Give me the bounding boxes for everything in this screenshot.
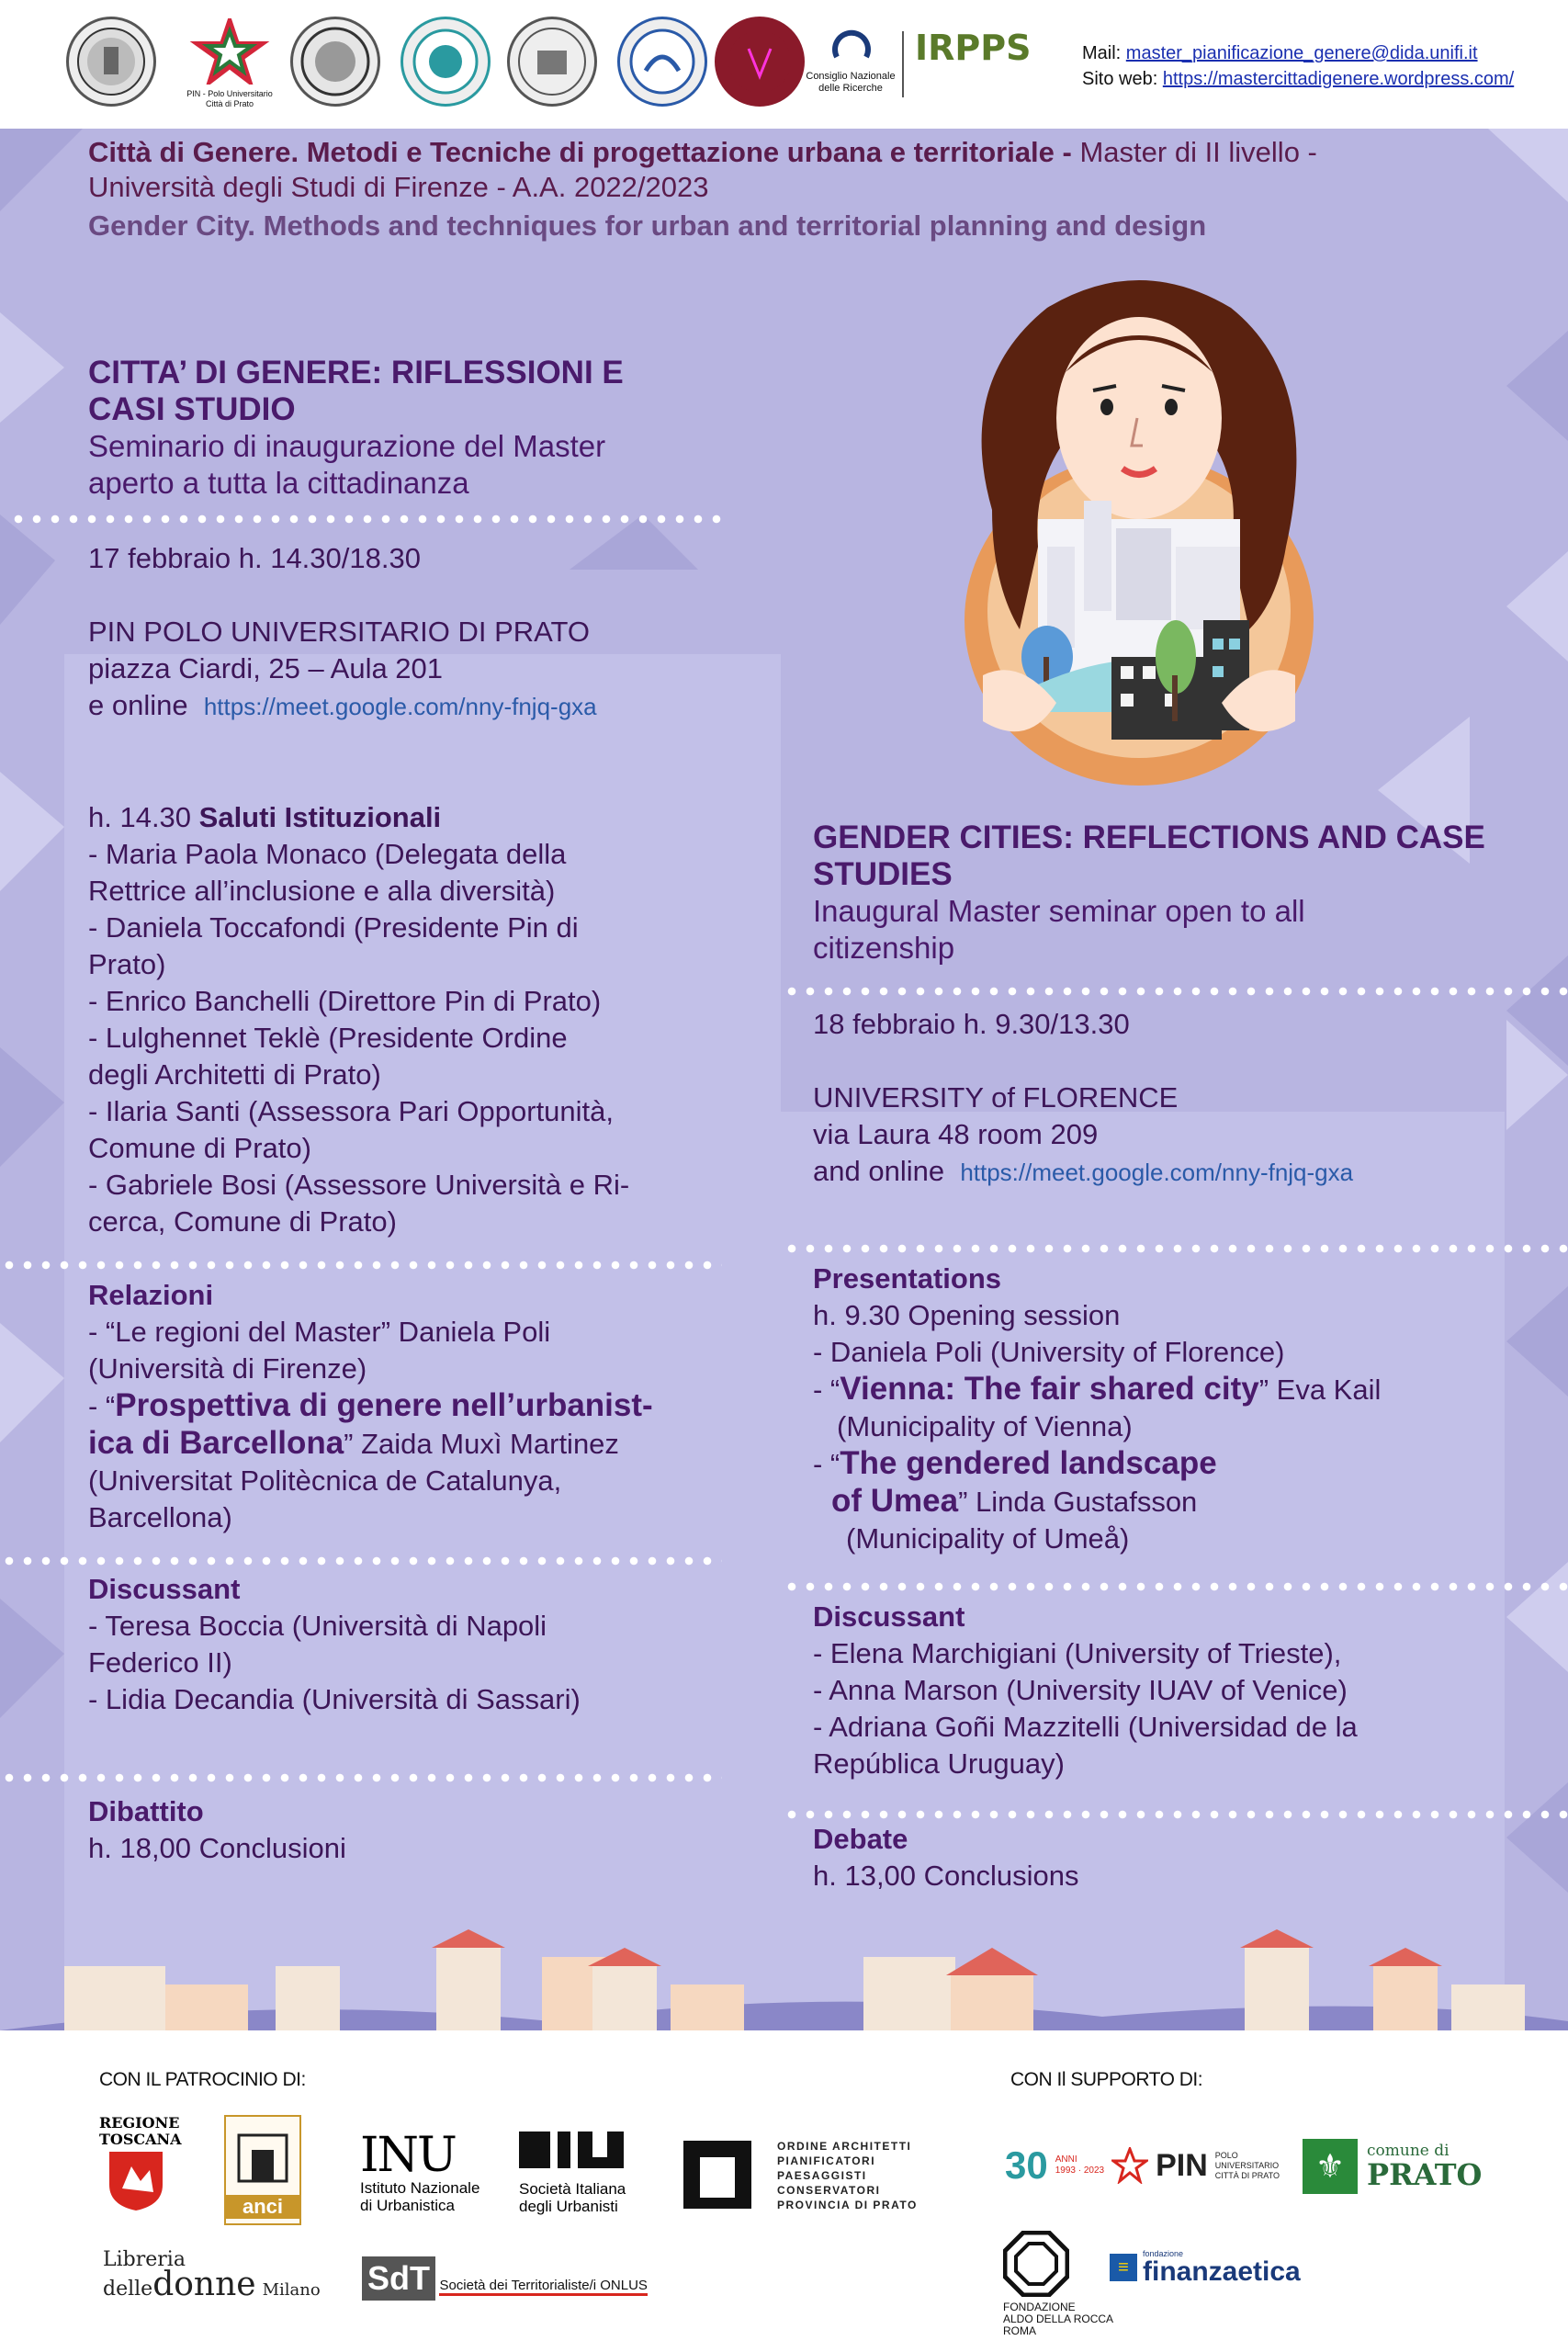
university-seal-logo (290, 17, 380, 107)
studiorum-logo (715, 17, 805, 107)
master-title-bold: Città di Genere. Metodi e Tecniche di progettazione urbana e territoriale - (88, 136, 1072, 168)
dibattito-block (88, 1793, 346, 1867)
relazione-title-bold: ica di Barcellona (88, 1425, 344, 1461)
right-discussant-block (813, 1599, 1358, 1782)
libreria-donne-word: donne (152, 2266, 256, 2303)
pin-star-icon (1111, 2147, 1148, 2184)
saluti-line: Comune di Prato) (88, 1132, 311, 1164)
siu-line1: Società Italiana (519, 2180, 626, 2198)
debate-line: h. 13,00 Conclusions (813, 1860, 1079, 1892)
finanzaetica-icon: ≡ (1110, 2254, 1137, 2281)
inu-big: INU (360, 2128, 456, 2183)
dotted-divider (0, 1771, 722, 1784)
comune-prato-logo (1303, 2139, 1482, 2194)
anci-text: anci (226, 2195, 299, 2219)
pin-logo-caption: PIN - Polo Universitario Città di Prato (186, 89, 273, 108)
sdt-text: Società dei Territorialiste/i ONLUS (439, 2278, 647, 2296)
pin-sub1: POLO (1214, 2150, 1238, 2160)
discussant-line: - Anna Marson (University IUAV of Venice) (813, 1674, 1348, 1706)
libreria-line2: delle (103, 2278, 153, 2301)
saluti-line: - Daniela Toccafondi (Presidente Pin di (88, 911, 579, 944)
relazione-line: (Universitat Politècnica de Catalunya, (88, 1464, 562, 1497)
siu-line2: degli Urbanisti (519, 2198, 618, 2215)
siu-logo (519, 2132, 629, 2215)
fondazione-line1: FONDAZIONE (1003, 2301, 1076, 2313)
inu-line1: Istituto Nazionale (360, 2179, 480, 2197)
ordine-architetti-icon (683, 2141, 751, 2209)
anci-logo (224, 2115, 301, 2225)
dotted-divider (0, 1555, 722, 1567)
website-link[interactable]: https://mastercittadigenere.wordpress.com/ (1162, 69, 1515, 89)
mail-label: Mail: (1082, 43, 1122, 63)
cnr-logo (805, 24, 897, 107)
sdt-big: SdT (362, 2256, 435, 2301)
saluti-block (88, 799, 629, 1240)
sponsors-footer (0, 2030, 1568, 2352)
saluti-line: - Ilaria Santi (Assessora Pari Opportunità, (88, 1095, 615, 1127)
logo-divider (902, 31, 904, 97)
woman-city-illustration (928, 271, 1341, 786)
discussant-line: Federico II) (88, 1646, 232, 1679)
header-bar (0, 0, 1568, 129)
left-discussant-block (88, 1571, 581, 1718)
dibattito-line: h. 18,00 Conclusioni (88, 1832, 346, 1864)
right-subtitle-line1: Inaugural Master seminar open to all (813, 894, 1305, 928)
university-line: Università degli Studi di Firenze - A.A. 2022/2023 (88, 171, 709, 203)
city-skyline (0, 1929, 1568, 2030)
regione-line2: TOSCANA (99, 2131, 182, 2148)
left-meet-link[interactable]: https://meet.google.com/nny-fnjq-gxa (203, 693, 597, 720)
saluti-line: Prato) (88, 948, 166, 980)
presentation-line: h. 9.30 Opening session (813, 1299, 1121, 1331)
right-discussant-label: Discussant (813, 1600, 965, 1633)
master-title-level: Master di II livello - (1071, 136, 1317, 168)
pin-anni: ANNI (1055, 2154, 1077, 2165)
saluti-line: cerca, Comune di Prato) (88, 1205, 397, 1238)
libreria-city: Milano (262, 2280, 321, 2300)
debate-block (813, 1821, 1079, 1894)
regione-toscana-logo (99, 2114, 182, 2217)
pin-text: PIN (1156, 2147, 1208, 2183)
relazione-speaker: ” Zaida Muxì Martinez (344, 1428, 619, 1460)
libreria-line1: Libreria (103, 2248, 186, 2271)
saluti-line: degli Architetti di Prato) (88, 1058, 381, 1091)
dotted-divider (783, 1242, 1568, 1255)
relazione-line: Barcellona) (88, 1501, 232, 1533)
saluti-line: - Enrico Banchelli (Direttore Pin di Prato) (88, 985, 602, 1017)
relazione-line: - “Le regioni del Master” Daniela Poli (88, 1316, 551, 1348)
comune-line1: comune di (1367, 2142, 1450, 2160)
saluti-label: Saluti Istituzionali (198, 801, 442, 833)
relazioni-label: Relazioni (88, 1279, 214, 1311)
right-online-label: and online (813, 1155, 945, 1187)
right-subtitle (813, 893, 1305, 967)
discussant-line: - Teresa Boccia (Università di Napoli (88, 1610, 547, 1642)
presentation-line: (Municipality of Vienna) (837, 1410, 1133, 1442)
pin-years: 1993 · 2023 (1055, 2165, 1105, 2176)
regione-line1: REGIONE (99, 2114, 180, 2132)
pin-sub3: CITTÀ DI PRATO (1214, 2170, 1280, 2180)
pin-prato-logo (184, 18, 276, 110)
finanzaetica-small: fondazione (1143, 2249, 1184, 2258)
presentations-label: Presentations (813, 1262, 1002, 1295)
left-title-line1: CITTA’ DI GENERE: RIFLESSIONI E (88, 355, 624, 390)
sdt-logo (362, 2256, 648, 2301)
right-meet-link[interactable]: https://meet.google.com/nny-fnjq-gxa (960, 1159, 1354, 1186)
left-online-label: e online (88, 689, 188, 721)
supporto-label: CON Il SUPPORTO DI: (1010, 2069, 1203, 2090)
saluti-line: - Lulghennet Teklè (Presidente Ordine (88, 1022, 568, 1054)
presentation-quote: - “ (813, 1374, 840, 1406)
saluti-line: - Maria Paola Monaco (Delegata della (88, 838, 567, 870)
ordine-architetti-text (777, 2139, 918, 2212)
irpps-text: IRPPS (915, 28, 1032, 68)
web-label: Sito web: (1082, 69, 1158, 89)
presentation-line: (Municipality of Umeå) (846, 1522, 1130, 1555)
dotted-divider (783, 1808, 1568, 1821)
contact-info (1082, 40, 1514, 92)
fondazione-line2: ALDO DELLA ROCCA (1003, 2312, 1114, 2325)
left-venue-line1: PIN POLO UNIVERSITARIO DI PRATO (88, 616, 591, 648)
patrocinio-label: CON IL PATROCINIO DI: (99, 2069, 306, 2090)
left-title (88, 355, 624, 428)
finanzaetica-logo (1110, 2249, 1301, 2286)
right-title-line2: STUDIES (813, 856, 953, 892)
ordine-line5: PROVINCIA DI PRATO (777, 2199, 918, 2211)
dotted-divider (9, 513, 722, 526)
ordine-line2: PIANIFICATORI (777, 2154, 876, 2167)
presentation-title-bold: of Umea (831, 1483, 959, 1519)
presentation-title-bold: Vienna: The fair shared city (840, 1371, 1259, 1407)
left-venue-line2: piazza Ciardi, 25 – Aula 201 (88, 652, 444, 684)
libreria-donne-logo (103, 2249, 321, 2304)
saluti-time: h. 14.30 (88, 801, 199, 833)
right-date: 18 febbraio h. 9.30/13.30 (813, 1008, 1130, 1040)
right-subtitle-line2: citizenship (813, 931, 955, 965)
relazione-title-bold: Prospettiva di genere nell’urbanist- (115, 1387, 653, 1423)
finanzaetica-name: finanzaetica (1143, 2256, 1301, 2287)
pin-sub2: UNIVERSITARIO (1214, 2160, 1280, 2170)
relazione-quote: - “ (88, 1390, 116, 1422)
right-title (813, 820, 1485, 893)
discussant-line: - Adriana Goñi Mazzitelli (Universidad de la (813, 1711, 1358, 1743)
dotted-divider (783, 1580, 1568, 1593)
relazione-line: (Università di Firenze) (88, 1352, 367, 1385)
university-building-logo (507, 17, 597, 107)
left-subtitle (88, 428, 605, 502)
left-date: 17 febbraio h. 14.30/18.30 (88, 542, 421, 574)
ordine-line1: ORDINE ARCHITETTI (777, 2140, 912, 2153)
pin-30-anni-logo (1005, 2143, 1280, 2187)
inu-line2: di Urbanistica (360, 2197, 455, 2214)
ordine-line4: CONSERVATORI (777, 2184, 881, 2197)
dotted-divider (0, 1259, 722, 1272)
saluti-line: - Gabriele Bosi (Assessore Università e Ri- (88, 1169, 630, 1201)
cnr-caption: Consiglio Nazionale delle Ricerche (806, 71, 896, 94)
dibattito-label: Dibattito (88, 1795, 204, 1827)
discussant-line: - Elena Marchigiani (University of Trieste), (813, 1637, 1342, 1669)
fondazione-aldo-della-rocca-logo (1003, 2231, 1113, 2337)
ordine-line3: PAESAGGISTI (777, 2169, 867, 2182)
left-discussant-label: Discussant (88, 1573, 241, 1605)
right-venue-line1: UNIVERSITY of FLORENCE (813, 1081, 1179, 1114)
fleur-de-lis-icon: ⚜ (1303, 2139, 1358, 2194)
right-venue (813, 1080, 1353, 1191)
presentation-title-bold: The gendered landscape (840, 1445, 1217, 1481)
presentation-speaker: ” Linda Gustafsson (958, 1486, 1198, 1518)
left-subtitle-line1: Seminario di inaugurazione del Master (88, 429, 606, 463)
left-venue (88, 614, 597, 725)
right-title-line1: GENDER CITIES: REFLECTIONS AND CASE (813, 820, 1485, 855)
inu-logo (360, 2128, 480, 2214)
irpps-logo (915, 28, 1032, 101)
right-venue-line2: via Laura 48 room 209 (813, 1118, 1099, 1150)
saluti-line: Rettrice all’inclusione e alla diversità) (88, 875, 556, 907)
politecnico-logo (400, 17, 491, 107)
discussant-line: República Uruguay) (813, 1747, 1065, 1780)
left-title-line2: CASI STUDIO (88, 391, 296, 427)
dotted-divider (783, 985, 1568, 998)
debate-label: Debate (813, 1823, 908, 1855)
universitas-florentina-logo (66, 17, 156, 107)
presentation-quote: - “ (813, 1448, 840, 1480)
mail-link[interactable]: master_pianificazione_genere@dida.unifi.it (1125, 43, 1478, 63)
comune-line2: PRATO (1367, 2157, 1483, 2192)
english-title-line: Gender City. Methods and techniques for urban and territorial planning and design (88, 209, 1207, 242)
discussant-line: - Lidia Decandia (Università di Sassari) (88, 1683, 581, 1715)
mediterranea-logo (617, 17, 707, 107)
pin-30: 30 (1005, 2143, 1048, 2187)
master-title-line (88, 133, 1317, 171)
octagon-icon (1003, 2231, 1069, 2297)
fondazione-line3: ROMA (1003, 2324, 1036, 2337)
relazioni-block (88, 1277, 653, 1536)
presentations-block (813, 1261, 1381, 1557)
left-subtitle-line2: aperto a tutta la cittadinanza (88, 466, 469, 500)
presentation-line: - Daniela Poli (University of Florence) (813, 1336, 1285, 1368)
presentation-speaker: ” Eva Kail (1258, 1374, 1382, 1406)
